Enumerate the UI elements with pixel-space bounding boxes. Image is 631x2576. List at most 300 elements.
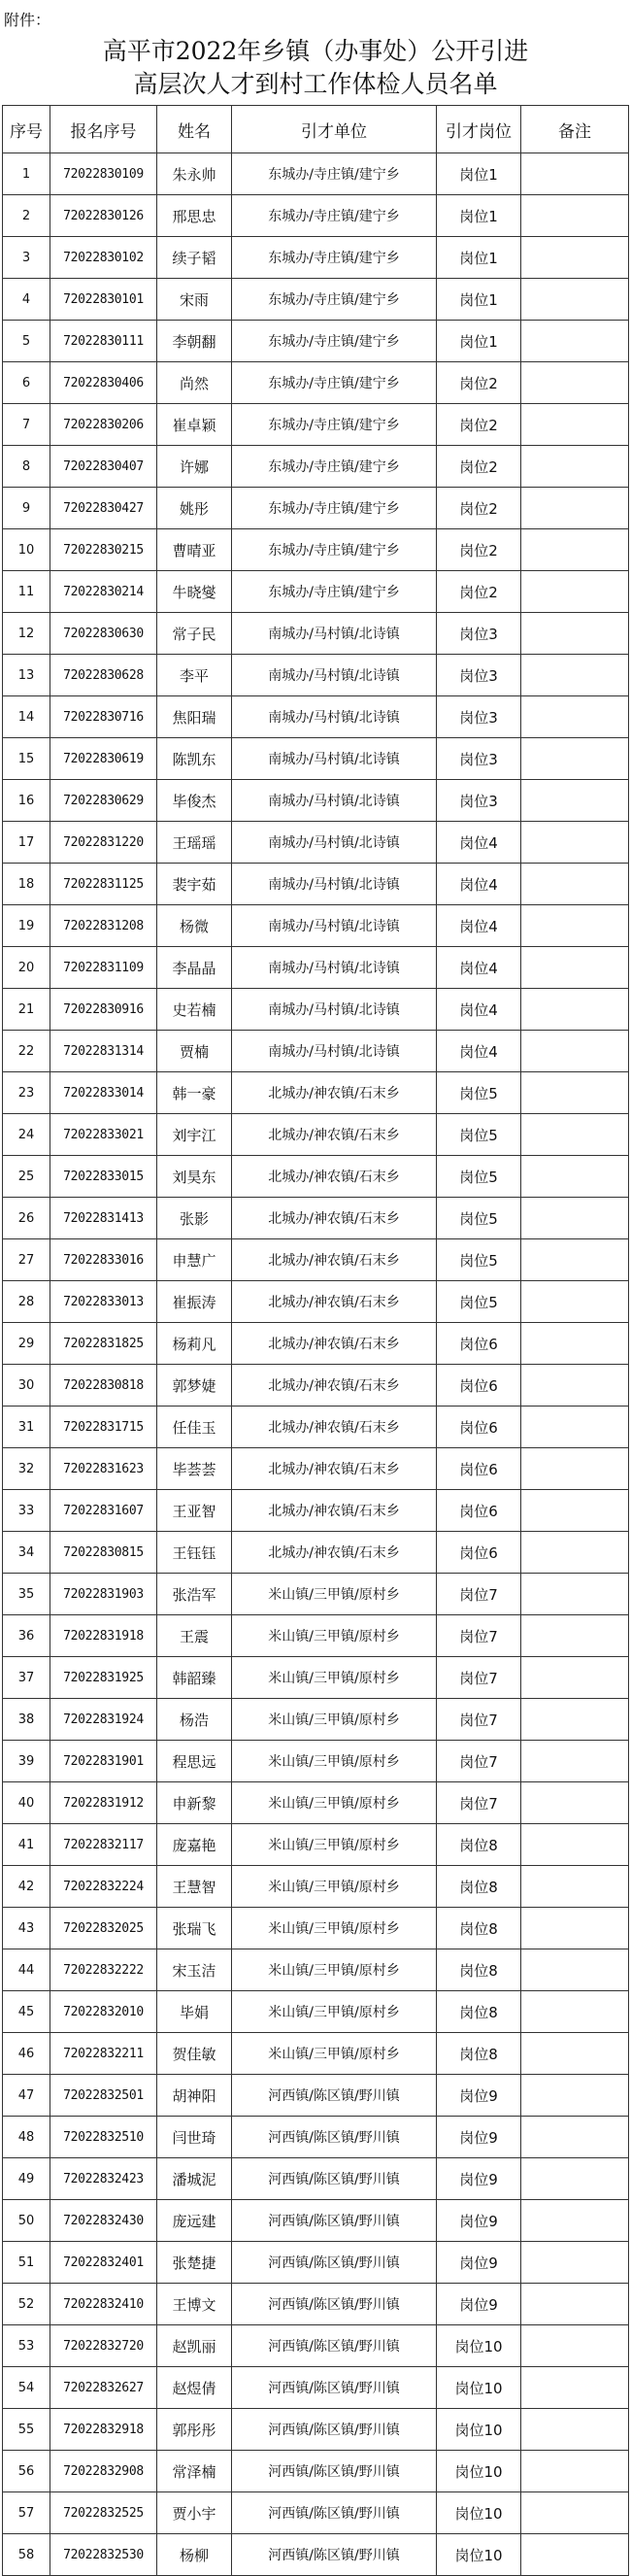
table-row: [3, 696, 629, 738]
cell-index: 15: [3, 738, 50, 780]
cell-index: 17: [3, 822, 50, 864]
table-row: [3, 1991, 629, 2033]
cell-index: 36: [3, 1615, 50, 1657]
cell-unit: 河西镇/陈区镇/野川镇: [232, 2200, 437, 2242]
cell-name: 张影: [157, 1198, 232, 1239]
cell-unit: 东城办/寺庄镇/建宁乡: [232, 488, 437, 529]
cell-registration-number: 72022830126: [50, 195, 157, 237]
table-row: [3, 1365, 629, 1407]
cell-position: 岗位4: [437, 864, 521, 905]
cell-position: 岗位3: [437, 655, 521, 696]
cell-registration-number: 72022830629: [50, 780, 157, 822]
cell-index: 20: [3, 947, 50, 989]
cell-position: 岗位10: [437, 2492, 521, 2534]
cell-index: 49: [3, 2158, 50, 2200]
cell-position: 岗位7: [437, 1741, 521, 1782]
cell-unit: 河西镇/陈区镇/野川镇: [232, 2409, 437, 2451]
cell-position: 岗位9: [437, 2200, 521, 2242]
table-row: [3, 2242, 629, 2284]
cell-unit: 东城办/寺庄镇/建宁乡: [232, 153, 437, 195]
cell-remarks: [521, 780, 629, 822]
cell-index: 39: [3, 1741, 50, 1782]
cell-name: 刘昊东: [157, 1156, 232, 1198]
cell-position: 岗位1: [437, 321, 521, 362]
cell-unit: 北城办/神农镇/石末乡: [232, 1156, 437, 1198]
cell-position: 岗位10: [437, 2325, 521, 2367]
table-row: [3, 2158, 629, 2200]
cell-registration-number: 72022831901: [50, 1741, 157, 1782]
cell-unit: 河西镇/陈区镇/野川镇: [232, 2534, 437, 2576]
cell-name: 贾楠: [157, 1031, 232, 1072]
cell-registration-number: 72022832525: [50, 2492, 157, 2534]
cell-name: 王瑶瑶: [157, 822, 232, 864]
cell-index: 43: [3, 1908, 50, 1949]
cell-name: 郭梦婕: [157, 1365, 232, 1407]
table-row: [3, 822, 629, 864]
cell-position: 岗位6: [437, 1365, 521, 1407]
cell-remarks: [521, 1323, 629, 1365]
table-row: [3, 529, 629, 571]
cell-index: 22: [3, 1031, 50, 1072]
cell-name: 韩韶臻: [157, 1657, 232, 1699]
cell-unit: 北城办/神农镇/石末乡: [232, 1198, 437, 1239]
cell-registration-number: 72022832501: [50, 2075, 157, 2117]
table-row: [3, 321, 629, 362]
cell-unit: 河西镇/陈区镇/野川镇: [232, 2284, 437, 2325]
header-remarks: 备注: [521, 106, 629, 153]
cell-position: 岗位5: [437, 1072, 521, 1114]
cell-name: 邢思忠: [157, 195, 232, 237]
cell-registration-number: 72022832401: [50, 2242, 157, 2284]
table-row: [3, 1866, 629, 1908]
cell-unit: 河西镇/陈区镇/野川镇: [232, 2117, 437, 2158]
cell-unit: 北城办/神农镇/石末乡: [232, 1323, 437, 1365]
cell-remarks: [521, 1281, 629, 1323]
table-row: [3, 2409, 629, 2451]
cell-unit: 北城办/神农镇/石末乡: [232, 1448, 437, 1490]
cell-registration-number: 72022833014: [50, 1072, 157, 1114]
cell-name: 王博文: [157, 2284, 232, 2325]
cell-name: 宋雨: [157, 279, 232, 321]
table-row: [3, 613, 629, 655]
cell-position: 岗位5: [437, 1239, 521, 1281]
cell-name: 宋玉洁: [157, 1949, 232, 1991]
table-row: [3, 655, 629, 696]
cell-registration-number: 72022833013: [50, 1281, 157, 1323]
cell-index: 51: [3, 2242, 50, 2284]
cell-unit: 北城办/神农镇/石末乡: [232, 1407, 437, 1448]
table-row: [3, 1156, 629, 1198]
cell-registration-number: 72022832224: [50, 1866, 157, 1908]
cell-unit: 米山镇/三甲镇/原村乡: [232, 1699, 437, 1741]
cell-index: 14: [3, 696, 50, 738]
cell-registration-number: 72022830619: [50, 738, 157, 780]
cell-unit: 米山镇/三甲镇/原村乡: [232, 1574, 437, 1615]
cell-unit: 米山镇/三甲镇/原村乡: [232, 1824, 437, 1866]
table-row: [3, 738, 629, 780]
cell-registration-number: 72022830407: [50, 446, 157, 488]
cell-registration-number: 72022831607: [50, 1490, 157, 1532]
cell-position: 岗位8: [437, 2033, 521, 2075]
cell-position: 岗位8: [437, 1949, 521, 1991]
table-row: [3, 279, 629, 321]
cell-name: 毕娟: [157, 1991, 232, 2033]
cell-name: 毕俊杰: [157, 780, 232, 822]
header-registration-number: 报名序号: [50, 106, 157, 153]
cell-position: 岗位6: [437, 1448, 521, 1490]
cell-registration-number: 72022830427: [50, 488, 157, 529]
cell-unit: 南城办/马村镇/北诗镇: [232, 780, 437, 822]
cell-unit: 东城办/寺庄镇/建宁乡: [232, 571, 437, 613]
cell-position: 岗位6: [437, 1532, 521, 1574]
cell-index: 50: [3, 2200, 50, 2242]
cell-unit: 米山镇/三甲镇/原村乡: [232, 1615, 437, 1657]
cell-remarks: [521, 947, 629, 989]
cell-registration-number: 72022832530: [50, 2534, 157, 2576]
cell-name: 杨微: [157, 905, 232, 947]
cell-index: 52: [3, 2284, 50, 2325]
table-row: [3, 1949, 629, 1991]
cell-unit: 东城办/寺庄镇/建宁乡: [232, 529, 437, 571]
cell-registration-number: 72022831918: [50, 1615, 157, 1657]
cell-index: 25: [3, 1156, 50, 1198]
cell-unit: 东城办/寺庄镇/建宁乡: [232, 446, 437, 488]
cell-index: 42: [3, 1866, 50, 1908]
cell-index: 37: [3, 1657, 50, 1699]
cell-name: 杨浩: [157, 1699, 232, 1741]
cell-position: 岗位4: [437, 905, 521, 947]
cell-registration-number: 72022832908: [50, 2451, 157, 2492]
table-row: [3, 1782, 629, 1824]
cell-index: 53: [3, 2325, 50, 2367]
cell-position: 岗位1: [437, 195, 521, 237]
table-row: [3, 571, 629, 613]
cell-remarks: [521, 864, 629, 905]
cell-name: 韩一豪: [157, 1072, 232, 1114]
cell-remarks: [521, 1490, 629, 1532]
cell-index: 26: [3, 1198, 50, 1239]
table-row: [3, 195, 629, 237]
cell-name: 牛晓燮: [157, 571, 232, 613]
cell-position: 岗位3: [437, 780, 521, 822]
cell-unit: 河西镇/陈区镇/野川镇: [232, 2075, 437, 2117]
cell-position: 岗位2: [437, 488, 521, 529]
cell-index: 9: [3, 488, 50, 529]
cell-remarks: [521, 2284, 629, 2325]
cell-index: 44: [3, 1949, 50, 1991]
cell-remarks: [521, 696, 629, 738]
cell-position: 岗位6: [437, 1490, 521, 1532]
cell-registration-number: 72022831925: [50, 1657, 157, 1699]
cell-remarks: [521, 2242, 629, 2284]
table-row: [3, 989, 629, 1031]
table-row: [3, 947, 629, 989]
cell-name: 尚然: [157, 362, 232, 404]
cell-remarks: [521, 153, 629, 195]
cell-registration-number: 72022830206: [50, 404, 157, 446]
cell-remarks: [521, 655, 629, 696]
cell-remarks: [521, 1532, 629, 1574]
table-row: [3, 2492, 629, 2534]
cell-remarks: [521, 404, 629, 446]
cell-unit: 东城办/寺庄镇/建宁乡: [232, 279, 437, 321]
table-row: [3, 2117, 629, 2158]
cell-unit: 南城办/马村镇/北诗镇: [232, 864, 437, 905]
cell-name: 陈凯东: [157, 738, 232, 780]
cell-index: 29: [3, 1323, 50, 1365]
cell-remarks: [521, 1448, 629, 1490]
cell-name: 毕荟荟: [157, 1448, 232, 1490]
table-row: [3, 1657, 629, 1699]
cell-registration-number: 72022830102: [50, 237, 157, 279]
cell-index: 16: [3, 780, 50, 822]
cell-index: 24: [3, 1114, 50, 1156]
cell-unit: 米山镇/三甲镇/原村乡: [232, 1657, 437, 1699]
cell-name: 杨柳: [157, 2534, 232, 2576]
cell-name: 庞远建: [157, 2200, 232, 2242]
cell-name: 潘城泥: [157, 2158, 232, 2200]
cell-name: 常子民: [157, 613, 232, 655]
cell-remarks: [521, 2117, 629, 2158]
cell-registration-number: 72022832510: [50, 2117, 157, 2158]
cell-name: 李晶晶: [157, 947, 232, 989]
table-row: [3, 905, 629, 947]
table-row: [3, 1699, 629, 1741]
cell-registration-number: 72022831413: [50, 1198, 157, 1239]
cell-unit: 东城办/寺庄镇/建宁乡: [232, 362, 437, 404]
cell-name: 张瑞飞: [157, 1908, 232, 1949]
cell-name: 朱永帅: [157, 153, 232, 195]
table-row: [3, 1407, 629, 1448]
cell-name: 王亚智: [157, 1490, 232, 1532]
cell-remarks: [521, 1407, 629, 1448]
cell-registration-number: 72022833021: [50, 1114, 157, 1156]
cell-registration-number: 72022831125: [50, 864, 157, 905]
cell-registration-number: 72022830818: [50, 1365, 157, 1407]
cell-registration-number: 72022832423: [50, 2158, 157, 2200]
cell-position: 岗位4: [437, 822, 521, 864]
cell-name: 张楚捷: [157, 2242, 232, 2284]
cell-position: 岗位4: [437, 989, 521, 1031]
cell-remarks: [521, 279, 629, 321]
cell-unit: 南城办/马村镇/北诗镇: [232, 1031, 437, 1072]
cell-unit: 东城办/寺庄镇/建宁乡: [232, 195, 437, 237]
cell-index: 21: [3, 989, 50, 1031]
cell-unit: 北城办/神农镇/石末乡: [232, 1072, 437, 1114]
cell-remarks: [521, 1699, 629, 1741]
cell-name: 李平: [157, 655, 232, 696]
cell-name: 申慧广: [157, 1239, 232, 1281]
cell-remarks: [521, 1991, 629, 2033]
cell-remarks: [521, 738, 629, 780]
cell-remarks: [521, 1824, 629, 1866]
cell-remarks: [521, 1574, 629, 1615]
cell-index: 1: [3, 153, 50, 195]
header-position: 引才岗位: [437, 106, 521, 153]
cell-remarks: [521, 2075, 629, 2117]
cell-unit: 南城办/马村镇/北诗镇: [232, 989, 437, 1031]
cell-unit: 河西镇/陈区镇/野川镇: [232, 2325, 437, 2367]
cell-name: 李朝翻: [157, 321, 232, 362]
table-row: [3, 2284, 629, 2325]
cell-position: 岗位5: [437, 1156, 521, 1198]
cell-position: 岗位9: [437, 2284, 521, 2325]
cell-remarks: [521, 2325, 629, 2367]
cell-name: 闫世琦: [157, 2117, 232, 2158]
cell-remarks: [521, 905, 629, 947]
cell-index: 47: [3, 2075, 50, 2117]
cell-position: 岗位4: [437, 1031, 521, 1072]
cell-index: 18: [3, 864, 50, 905]
cell-name: 贾小宇: [157, 2492, 232, 2534]
cell-unit: 河西镇/陈区镇/野川镇: [232, 2451, 437, 2492]
table-row: [3, 2075, 629, 2117]
cell-index: 58: [3, 2534, 50, 2576]
cell-position: 岗位2: [437, 529, 521, 571]
cell-index: 13: [3, 655, 50, 696]
cell-index: 57: [3, 2492, 50, 2534]
header-unit: 引才单位: [232, 106, 437, 153]
cell-index: 2: [3, 195, 50, 237]
header-name: 姓名: [157, 106, 232, 153]
cell-position: 岗位10: [437, 2367, 521, 2409]
cell-index: 45: [3, 1991, 50, 2033]
cell-name: 许娜: [157, 446, 232, 488]
cell-registration-number: 72022830111: [50, 321, 157, 362]
cell-name: 王慧智: [157, 1866, 232, 1908]
cell-unit: 南城办/马村镇/北诗镇: [232, 696, 437, 738]
cell-registration-number: 72022831314: [50, 1031, 157, 1072]
table-header-row: [3, 106, 629, 153]
cell-registration-number: 72022832410: [50, 2284, 157, 2325]
table-row: [3, 1323, 629, 1365]
cell-unit: 河西镇/陈区镇/野川镇: [232, 2158, 437, 2200]
cell-remarks: [521, 1866, 629, 1908]
cell-index: 46: [3, 2033, 50, 2075]
cell-unit: 米山镇/三甲镇/原村乡: [232, 1991, 437, 2033]
cell-remarks: [521, 1031, 629, 1072]
cell-position: 岗位10: [437, 2451, 521, 2492]
cell-registration-number: 72022830406: [50, 362, 157, 404]
cell-position: 岗位7: [437, 1574, 521, 1615]
table-row: [3, 1239, 629, 1281]
cell-index: 4: [3, 279, 50, 321]
cell-registration-number: 72022832918: [50, 2409, 157, 2451]
cell-unit: 北城办/神农镇/石末乡: [232, 1239, 437, 1281]
cell-index: 48: [3, 2117, 50, 2158]
cell-name: 常泽楠: [157, 2451, 232, 2492]
cell-remarks: [521, 2409, 629, 2451]
cell-unit: 东城办/寺庄镇/建宁乡: [232, 321, 437, 362]
cell-remarks: [521, 2451, 629, 2492]
cell-index: 54: [3, 2367, 50, 2409]
cell-remarks: [521, 2158, 629, 2200]
cell-remarks: [521, 1908, 629, 1949]
cell-registration-number: 72022832010: [50, 1991, 157, 2033]
cell-registration-number: 72022831825: [50, 1323, 157, 1365]
cell-remarks: [521, 446, 629, 488]
cell-name: 任佳玉: [157, 1407, 232, 1448]
cell-remarks: [521, 1741, 629, 1782]
cell-index: 41: [3, 1824, 50, 1866]
cell-unit: 南城办/马村镇/北诗镇: [232, 655, 437, 696]
cell-index: 56: [3, 2451, 50, 2492]
table-row: [3, 1031, 629, 1072]
cell-name: 胡神阳: [157, 2075, 232, 2117]
cell-registration-number: 72022832627: [50, 2367, 157, 2409]
cell-position: 岗位5: [437, 1281, 521, 1323]
table-row: [3, 1574, 629, 1615]
cell-position: 岗位8: [437, 1866, 521, 1908]
cell-position: 岗位1: [437, 153, 521, 195]
cell-index: 23: [3, 1072, 50, 1114]
cell-index: 3: [3, 237, 50, 279]
cell-position: 岗位9: [437, 2075, 521, 2117]
cell-registration-number: 72022830628: [50, 655, 157, 696]
cell-unit: 米山镇/三甲镇/原村乡: [232, 1741, 437, 1782]
cell-position: 岗位9: [437, 2117, 521, 2158]
cell-position: 岗位10: [437, 2409, 521, 2451]
cell-index: 11: [3, 571, 50, 613]
cell-index: 10: [3, 529, 50, 571]
cell-position: 岗位8: [437, 1991, 521, 2033]
table-row: [3, 362, 629, 404]
table-row: [3, 488, 629, 529]
table-row: [3, 1448, 629, 1490]
cell-name: 郭彤彤: [157, 2409, 232, 2451]
cell-registration-number: 72022831903: [50, 1574, 157, 1615]
cell-position: 岗位8: [437, 1908, 521, 1949]
cell-position: 岗位7: [437, 1657, 521, 1699]
cell-remarks: [521, 613, 629, 655]
cell-position: 岗位9: [437, 2242, 521, 2284]
attachment-label: 附件：: [4, 11, 51, 29]
table-row: [3, 1824, 629, 1866]
cell-name: 王钰钰: [157, 1532, 232, 1574]
table-row: [3, 1198, 629, 1239]
cell-name: 曹晴亚: [157, 529, 232, 571]
cell-position: 岗位3: [437, 696, 521, 738]
cell-registration-number: 72022832720: [50, 2325, 157, 2367]
cell-unit: 河西镇/陈区镇/野川镇: [232, 2492, 437, 2534]
cell-registration-number: 72022832117: [50, 1824, 157, 1866]
cell-registration-number: 72022831109: [50, 947, 157, 989]
cell-registration-number: 72022831924: [50, 1699, 157, 1741]
cell-remarks: [521, 529, 629, 571]
cell-position: 岗位5: [437, 1198, 521, 1239]
cell-index: 19: [3, 905, 50, 947]
cell-unit: 东城办/寺庄镇/建宁乡: [232, 404, 437, 446]
cell-registration-number: 72022830916: [50, 989, 157, 1031]
cell-unit: 南城办/马村镇/北诗镇: [232, 613, 437, 655]
cell-name: 史若楠: [157, 989, 232, 1031]
cell-registration-number: 72022831912: [50, 1782, 157, 1824]
header-index: 序号: [3, 106, 50, 153]
cell-unit: 米山镇/三甲镇/原村乡: [232, 1782, 437, 1824]
cell-position: 岗位7: [437, 1699, 521, 1741]
cell-registration-number: 72022831220: [50, 822, 157, 864]
cell-unit: 米山镇/三甲镇/原村乡: [232, 1866, 437, 1908]
cell-index: 40: [3, 1782, 50, 1824]
cell-position: 岗位2: [437, 404, 521, 446]
cell-registration-number: 72022830630: [50, 613, 157, 655]
cell-registration-number: 72022830716: [50, 696, 157, 738]
cell-name: 姚彤: [157, 488, 232, 529]
cell-registration-number: 72022832211: [50, 2033, 157, 2075]
cell-position: 岗位6: [437, 1407, 521, 1448]
table-row: [3, 1072, 629, 1114]
cell-registration-number: 72022831715: [50, 1407, 157, 1448]
